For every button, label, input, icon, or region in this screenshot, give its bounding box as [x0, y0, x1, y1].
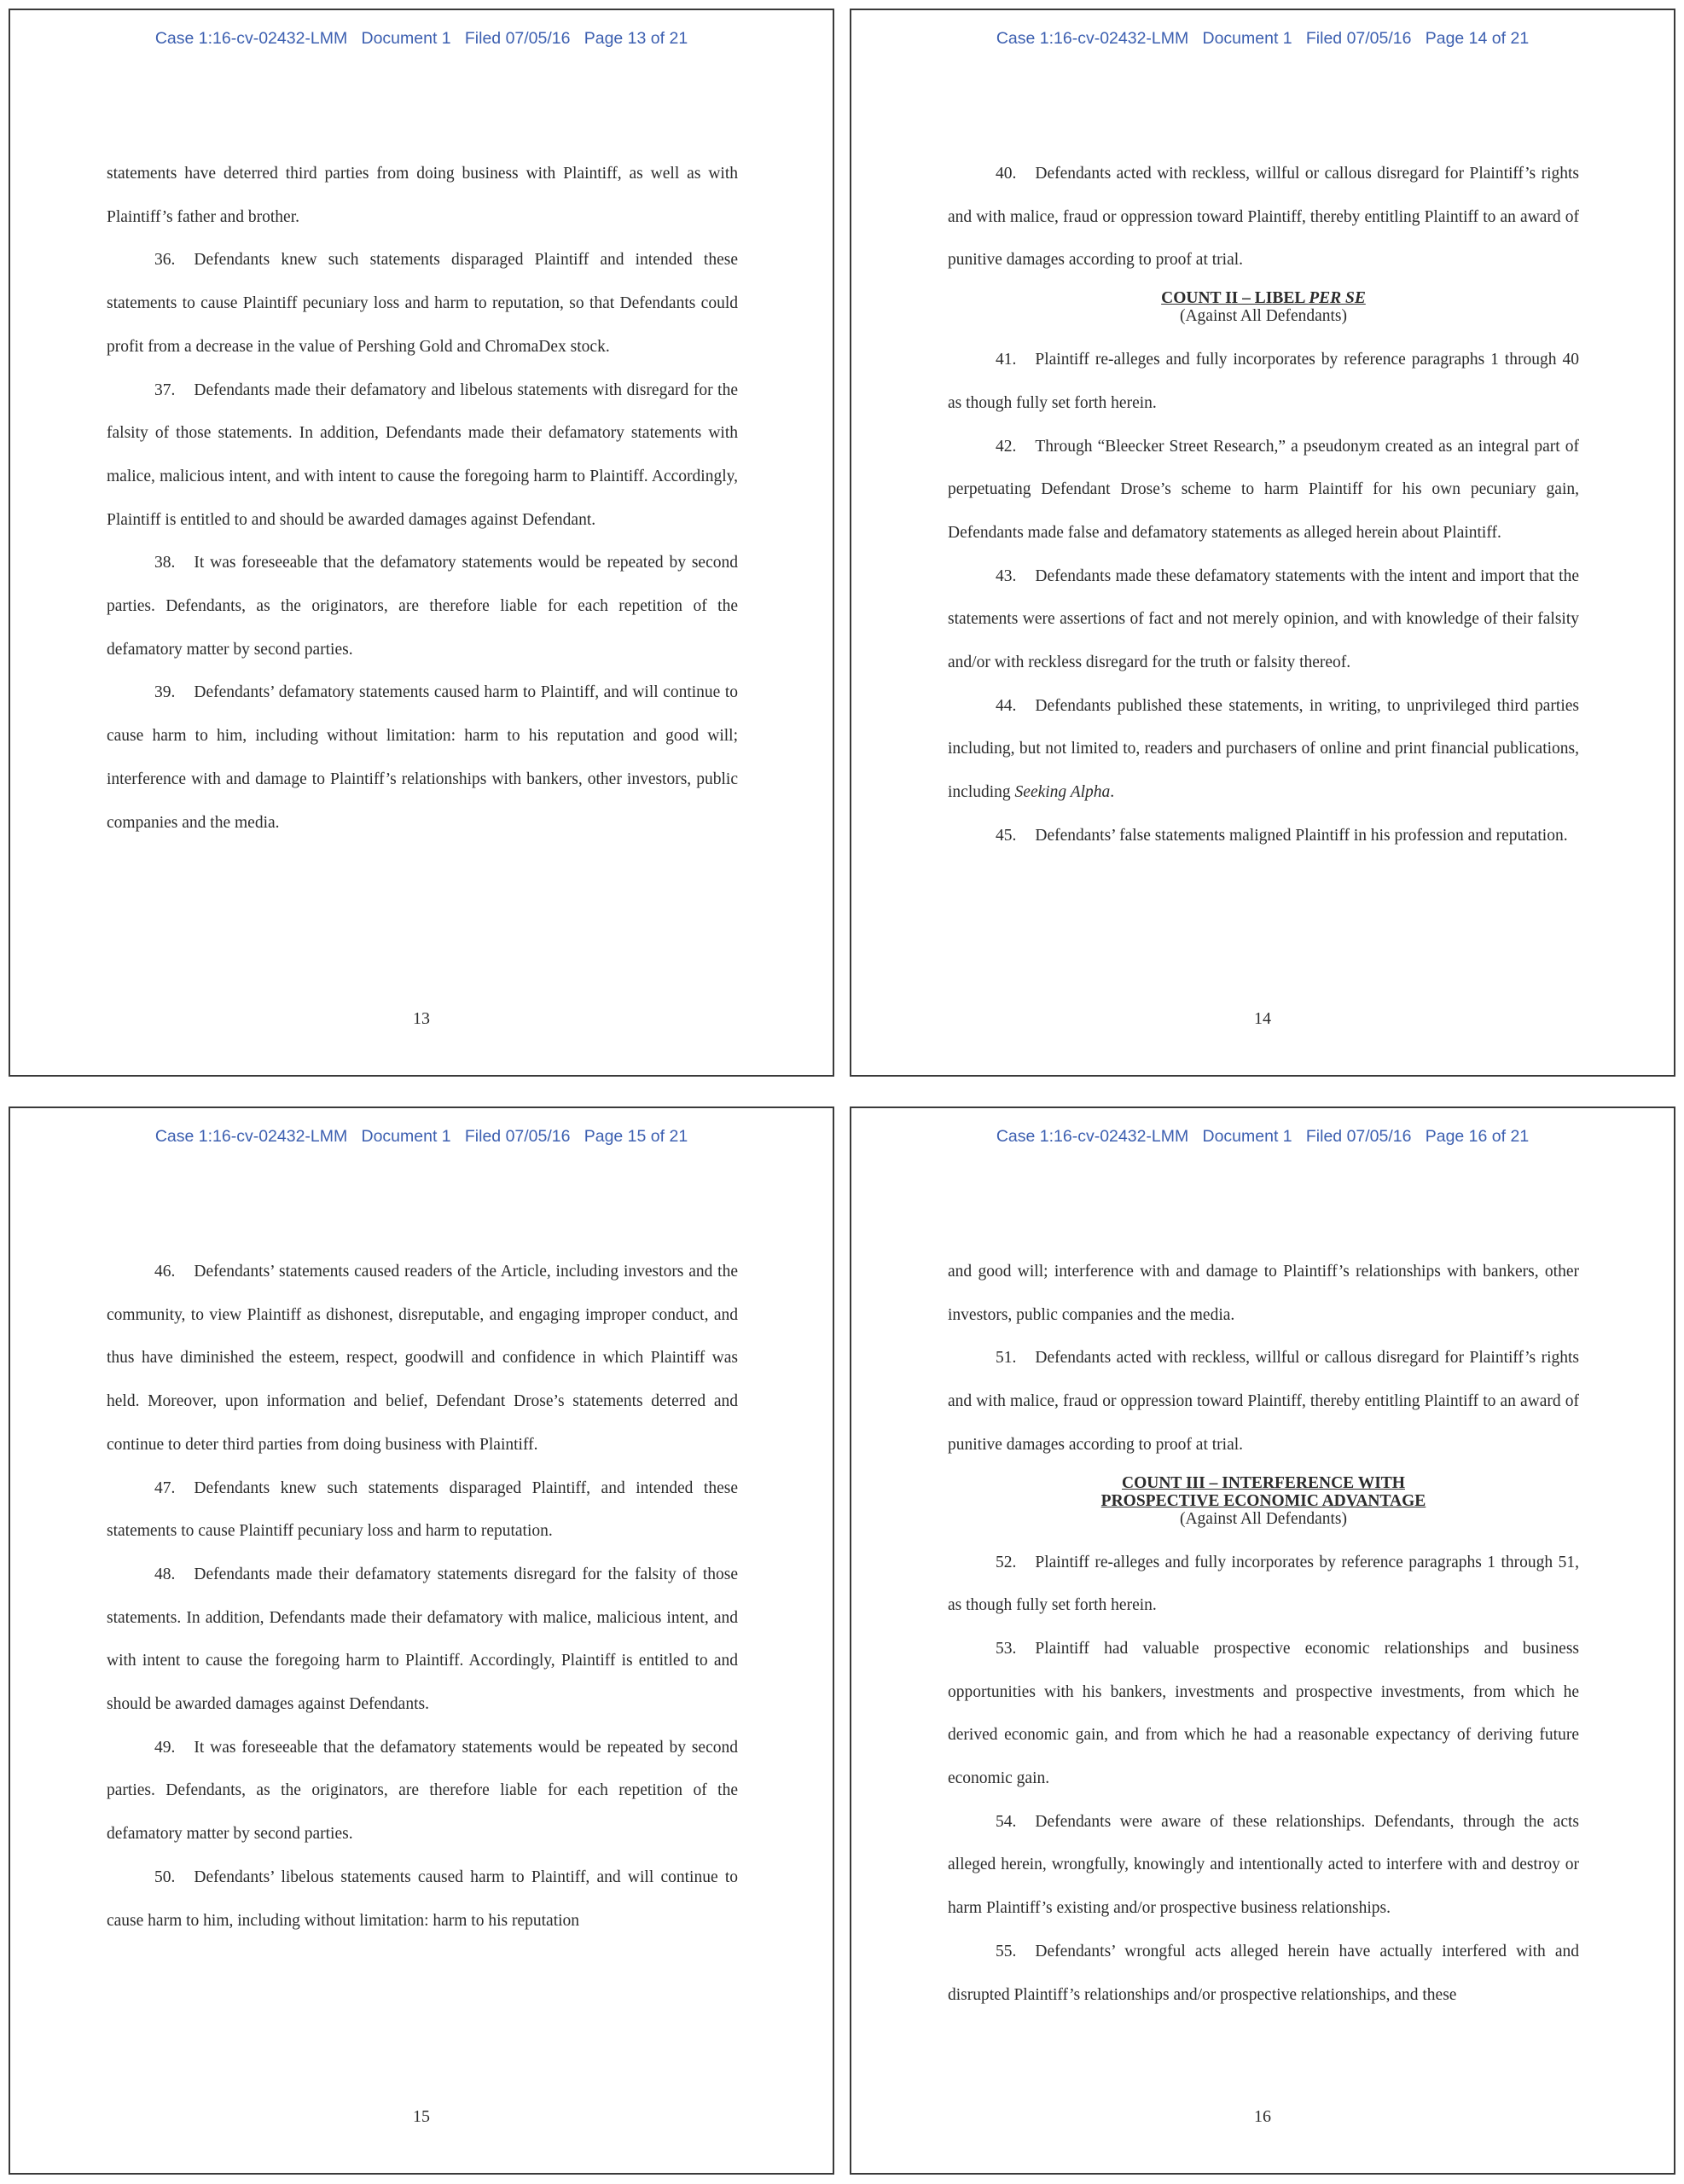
paragraph-continued: and good will; interference with and damage to Plaintiff’s relationships with bankers, other investors, public companies and the media.	[948, 1263, 1579, 1324]
count-heading	[948, 1474, 1579, 1528]
paragraph-49: 49. It was foreseeable that the defamatory statements would be repeated by second parties. Defendants, as the originators, are therefore liable for each repetition of the defamatory matter by second parties.	[107, 1738, 738, 1844]
paragraph-51: 51. Defendants acted with reckless, willful or callous disregard for Plaintiff’s rights and with malice, fraud or oppression toward Plaintiff, thereby entitling Plaintiff to an award of punitive damages according to proof at trial.	[948, 1349, 1579, 1454]
paragraph-42: 42. Through “Bleecker Street Research,” a pseudonym created as an integral part of perpetuating Defendant Drose’s scheme to harm Plaintiff for his own pecuniary gain, Defendants made false and defamatory statements as alleged herein about Plaintiff.	[948, 437, 1579, 542]
page-15	[9, 1107, 834, 2175]
count-subtitle: (Against All Defendants)	[1179, 1509, 1348, 1528]
paragraph-50: 50. Defendants’ libelous statements caused harm to Plaintiff, and will continue to cause harm to him, including without limitation: harm to his reputation	[107, 1867, 738, 1930]
paragraph-36: 36. Defendants knew such statements disparaged Plaintiff and intended these statements to cause Plaintiff pecuniary loss and harm to reputation, so that Defendants could profit from a decrease in the value of Pershing Gold and ChromaDex stock.	[107, 251, 738, 356]
count-title-line-2: PROSPECTIVE ECONOMIC ADVANTAGE	[1100, 1491, 1426, 1510]
page-13	[9, 9, 834, 1077]
page-body	[948, 153, 1579, 858]
page-body	[107, 1251, 738, 1943]
count-title-line-1: COUNT III – INTERFERENCE WITH	[1122, 1473, 1405, 1492]
paragraph-47: 47. Defendants knew such statements disparaged Plaintiff, and intended these statements to cause Plaintiff pecuniary loss and harm to reputation.	[107, 1478, 738, 1541]
paragraph-45: 45. Defendants’ false statements maligned Plaintiff in his profession and reputation.	[996, 826, 1568, 845]
paragraph-53: 53. Plaintiff had valuable prospective economic relationships and business opportunities with his bankers, investments and prospective investments, from which he derived economic gain, and from which he had a reasonable expectancy of deriving future economic gain.	[948, 1639, 1579, 1788]
page-number: 13	[413, 1009, 430, 1028]
page-14	[850, 9, 1675, 1077]
page-header: Case 1:16-cv-02432-LMM Document 1 Filed 07/05/16 Page 16 of 21	[996, 1127, 1530, 1146]
paragraph-40: 40. Defendants acted with reckless, willful or callous disregard for Plaintiff’s rights and with malice, fraud or oppression toward Plaintiff, thereby entitling Plaintiff to an award of punitive damages according to proof at trial.	[948, 165, 1579, 270]
page-header: Case 1:16-cv-02432-LMM Document 1 Filed 07/05/16 Page 14 of 21	[996, 29, 1530, 48]
paragraph-38: 38. It was foreseeable that the defamatory statements would be repeated by second parties. Defendants, as the originators, are therefore liable for each repetition of the defamatory matter by second parties.	[107, 554, 738, 659]
paragraph-54: 54. Defendants were aware of these relationships. Defendants, through the acts alleged herein, wrongfully, knowingly and intentionally acted to interfere with and destroy or harm Plaintiff’s existing and/or prospective business relationships.	[948, 1812, 1579, 1918]
paragraph-52: 52. Plaintiff re-alleges and fully incorporates by reference paragraphs 1 through 51, as though fully set forth herein.	[948, 1553, 1579, 1615]
page-body	[948, 1251, 1579, 2017]
paragraph-continued: statements have deterred third parties from doing business with Plaintiff, as well as with Plaintiff’s father and brother.	[107, 165, 738, 226]
page-16	[850, 1107, 1675, 2175]
page-number: 15	[413, 2107, 430, 2126]
count-heading	[948, 289, 1579, 325]
paragraph-55: 55. Defendants’ wrongful acts alleged herein have actually interfered with and disrupted Plaintiff’s relationships and/or prospective relationships, and these	[948, 1942, 1579, 2004]
paragraph-48: 48. Defendants made their defamatory statements disregard for the falsity of those statements. In addition, Defendants made their defamatory with malice, malicious intent, and with intent to cause the foregoing harm to Plaintiff. Accordingly, Plaintiff is entitled to and should be awarded damages against Defendants.	[107, 1565, 738, 1714]
page-header: Case 1:16-cv-02432-LMM Document 1 Filed 07/05/16 Page 13 of 21	[154, 29, 688, 48]
paragraph-39: 39. Defendants’ defamatory statements caused harm to Plaintiff, and will continue to cause harm to him, including without limitation: harm to his reputation and good will; interference with and damage to Plaintiff’s relationships with bankers, other investors, public companies and the media.	[107, 683, 738, 832]
page-number: 16	[1254, 2107, 1271, 2126]
paragraph-44: 44. Defendants published these statements, in writing, to unprivileged third parties including, but not limited to, readers and purchasers of online and print financial publications, including Seeking Alpha.	[948, 696, 1579, 802]
paragraph-43: 43. Defendants made these defamatory statements with the intent and import that the statements were assertions of fact and not merely opinion, and with knowledge of their falsity and/or with reckless disregard for the truth or falsity thereof.	[948, 566, 1579, 672]
paragraph-41: 41. Plaintiff re-alleges and fully incorporates by reference paragraphs 1 through 40 as though fully set forth herein.	[948, 351, 1579, 412]
count-subtitle: (Against All Defendants)	[1179, 307, 1348, 326]
paragraph-46: 46. Defendants’ statements caused readers of the Article, including investors and the community, to view Plaintiff as dishonest, disreputable, and engaging improper conduct, and thus have diminished the esteem, respect, goodwill and confidence in which Plaintiff was held. Moreover, upon information and belief, Defendant Drose’s statements deterred and continue to deter third parties from doing business with Plaintiff.	[107, 1263, 738, 1454]
page-body	[107, 153, 738, 845]
paragraph-37: 37. Defendants made their defamatory and libelous statements with disregard for the falsity of those statements. In addition, Defendants made their defamatory statements with malice, malicious intent, and with intent to cause the foregoing harm to Plaintiff. Accordingly, Plaintiff is entitled to and should be awarded damages against Defendant.	[107, 380, 738, 529]
page-number: 14	[1254, 1009, 1271, 1028]
page-header: Case 1:16-cv-02432-LMM Document 1 Filed 07/05/16 Page 15 of 21	[154, 1127, 688, 1146]
count-title: COUNT II – LIBEL PER SE	[1161, 289, 1366, 308]
